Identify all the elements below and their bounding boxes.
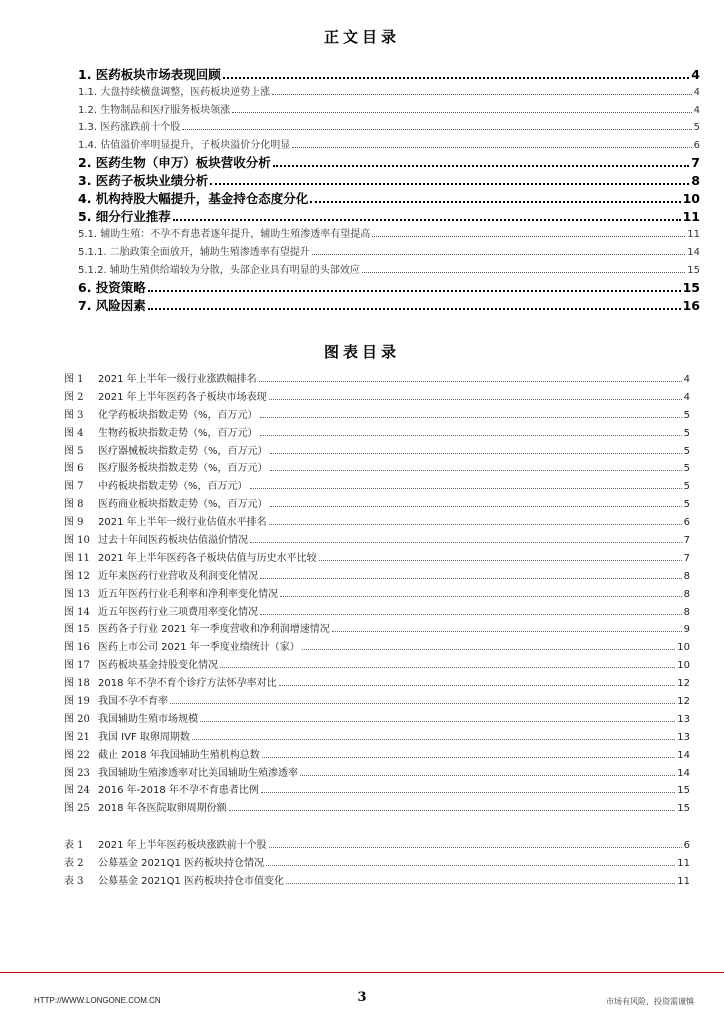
toc-entry[interactable] bbox=[78, 243, 700, 261]
figure-entry-label: 我国不孕不育率 bbox=[98, 696, 168, 708]
figure-entry[interactable] bbox=[64, 495, 690, 513]
toc-entry[interactable] bbox=[78, 153, 700, 171]
toc-entry[interactable] bbox=[78, 207, 700, 225]
toc-entry-page: 4 bbox=[691, 67, 700, 82]
figure-entry-page: 8 bbox=[683, 606, 690, 618]
dot-leader bbox=[270, 452, 682, 454]
dot-leader bbox=[250, 487, 682, 489]
figure-entry-number: 图 5 bbox=[64, 445, 84, 457]
dot-leader bbox=[260, 577, 682, 579]
figure-entry-number: 图 1 bbox=[64, 374, 84, 385]
figure-entry-number: 图 17 bbox=[64, 660, 90, 672]
dot-leader bbox=[362, 271, 685, 273]
toc-entry-page: 11 bbox=[687, 229, 700, 241]
figure-entry-number: 图 6 bbox=[64, 463, 84, 475]
dot-leader bbox=[250, 541, 682, 543]
figure-entry-page: 5 bbox=[683, 499, 690, 511]
figure-entry-label: 医疗器械板块指数走势（%，百万元） bbox=[98, 445, 268, 457]
toc-entry-page: 11 bbox=[682, 209, 700, 225]
figure-entry-page: 5 bbox=[683, 481, 690, 493]
toc-entry-label: 1.4. 估值溢价率明显提升，子板块溢价分化明显 bbox=[78, 139, 291, 151]
figure-entry-page: 13 bbox=[677, 731, 690, 743]
dot-leader bbox=[270, 469, 682, 471]
table-entry-page: 11 bbox=[677, 857, 690, 869]
figure-entry[interactable] bbox=[64, 549, 690, 567]
figure-entry-label: 2018 年各医院取卵周期份额 bbox=[98, 803, 227, 815]
figure-entry-number: 图 15 bbox=[64, 624, 90, 636]
figure-entry-label: 医药商业板块指数走势（%，百万元） bbox=[98, 499, 268, 511]
figure-entry-number: 图 18 bbox=[64, 678, 90, 690]
figure-entry[interactable] bbox=[64, 603, 690, 621]
figure-entry-label: 2021 年上半年一级行业估值水平排名 bbox=[98, 517, 267, 529]
toc-entry-page: 5 bbox=[693, 122, 700, 134]
figure-entry-number: 图 22 bbox=[64, 749, 90, 761]
figure-entry-label: 我国辅助生殖市场规模 bbox=[98, 713, 198, 725]
table-entry-label: 公募基金 2021Q1 医药板块持仓市值变化 bbox=[98, 875, 285, 887]
toc-entry[interactable] bbox=[78, 189, 700, 207]
figure-entry-number: 图 10 bbox=[64, 535, 90, 547]
figure-entry[interactable] bbox=[64, 674, 690, 692]
dot-leader bbox=[220, 666, 675, 668]
toc-entry[interactable] bbox=[78, 136, 700, 154]
dot-leader bbox=[261, 791, 675, 793]
figure-entry-page: 14 bbox=[677, 767, 690, 779]
table-entry-page: 6 bbox=[683, 840, 690, 851]
toc-entry-label: 1.3. 医药涨跌前十个股 bbox=[78, 122, 181, 134]
dot-leader bbox=[223, 76, 689, 79]
toc-entry[interactable] bbox=[78, 101, 700, 119]
figure-entry-label: 近五年医药行业毛利率和净利率变化情况 bbox=[98, 588, 278, 600]
toc-entry-page: 15 bbox=[682, 280, 700, 296]
figure-entry-page: 5 bbox=[683, 463, 690, 475]
figure-entry[interactable] bbox=[64, 442, 690, 460]
toc-entry-page: 14 bbox=[687, 246, 700, 258]
dot-leader bbox=[270, 505, 682, 507]
figure-entry-page: 4 bbox=[683, 374, 690, 385]
figure-entry-number: 图 2 bbox=[64, 391, 84, 403]
dot-leader bbox=[148, 307, 681, 310]
toc-entry-label: 1.1. 大盘持续横盘调整，医药板块逆势上涨 bbox=[78, 87, 271, 98]
toc-entry-page: 16 bbox=[682, 298, 700, 314]
figure-entry[interactable] bbox=[64, 513, 690, 531]
dot-leader bbox=[148, 289, 681, 292]
figure-entry-number: 图 25 bbox=[64, 803, 90, 815]
figure-entry-label: 2021 年上半年一级行业涨跌幅排名 bbox=[98, 374, 257, 385]
toc-entry[interactable] bbox=[78, 261, 700, 279]
dot-leader bbox=[192, 738, 675, 740]
dot-leader bbox=[269, 846, 682, 848]
figure-entry-page: 14 bbox=[677, 749, 690, 761]
figure-entry-page: 5 bbox=[683, 445, 690, 457]
figure-entry-number: 图 24 bbox=[64, 785, 90, 797]
figure-entry-label: 过去十年间医药板块估值溢价情况 bbox=[98, 535, 248, 547]
figure-entry[interactable] bbox=[64, 585, 690, 603]
figure-entry[interactable] bbox=[64, 620, 690, 638]
dot-leader bbox=[292, 146, 691, 148]
table-entry-label: 公募基金 2021Q1 医药板块持仓情况 bbox=[98, 857, 265, 869]
figure-entry-number: 图 12 bbox=[64, 570, 90, 582]
figure-entry-number: 图 7 bbox=[64, 481, 84, 493]
figure-entry[interactable] bbox=[64, 477, 690, 495]
figure-entry-number: 图 11 bbox=[64, 552, 90, 564]
dot-leader bbox=[269, 523, 682, 525]
table-entry[interactable] bbox=[64, 872, 690, 890]
figure-entry-number: 图 20 bbox=[64, 713, 90, 725]
figure-entry-label: 截止 2018 年我国辅助生殖机构总数 bbox=[98, 749, 260, 761]
figure-entry-label: 2018 年不孕不育个诊疗方法怀孕率对比 bbox=[98, 678, 277, 690]
figure-entry-page: 10 bbox=[677, 642, 690, 654]
figure-entry-page: 13 bbox=[677, 713, 690, 725]
figure-entry[interactable] bbox=[64, 781, 690, 799]
dot-leader bbox=[272, 93, 691, 95]
figure-entry-label: 我国辅助生殖渗透率对比美国辅助生殖渗透率 bbox=[98, 767, 298, 779]
figure-entry-label: 化学药板块指数走势（%，百万元） bbox=[98, 409, 258, 421]
toc-entry-label: 6. 投资策略 bbox=[78, 280, 146, 296]
dot-leader bbox=[372, 235, 685, 237]
toc-entry-label: 1.2. 生物制品和医疗服务板块领涨 bbox=[78, 104, 231, 116]
dot-leader bbox=[300, 774, 675, 776]
toc-entry-page: 15 bbox=[687, 264, 700, 276]
dot-leader bbox=[310, 200, 680, 203]
figure-entry-label: 医疗服务板块指数走势（%，百万元） bbox=[98, 463, 268, 475]
dot-leader bbox=[279, 684, 676, 686]
toc-entry-page: 4 bbox=[693, 87, 700, 98]
toc-entry[interactable] bbox=[78, 278, 700, 296]
toc-entry-page: 10 bbox=[682, 191, 700, 207]
figure-entry[interactable] bbox=[64, 746, 690, 764]
figure-entry[interactable] bbox=[64, 388, 690, 406]
dot-leader bbox=[319, 559, 682, 561]
toc-entry-page: 7 bbox=[691, 155, 700, 171]
figure-entry[interactable] bbox=[64, 728, 690, 746]
dot-leader bbox=[262, 756, 675, 758]
figure-entry[interactable] bbox=[64, 638, 690, 656]
toc-entry-label: 5. 细分行业推荐 bbox=[78, 209, 171, 225]
figure-entry[interactable] bbox=[64, 370, 690, 388]
figure-entry-label: 我国 IVF 取卵周期数 bbox=[98, 731, 190, 743]
toc-entry[interactable] bbox=[78, 118, 700, 136]
figure-entry-page: 7 bbox=[683, 535, 690, 547]
figure-entry[interactable] bbox=[64, 459, 690, 477]
dot-leader bbox=[260, 416, 682, 418]
dot-leader bbox=[302, 648, 675, 650]
toc-entry-label: 1. 医药板块市场表现回顾 bbox=[78, 67, 221, 82]
dot-leader bbox=[259, 380, 682, 382]
figure-entry-number: 图 3 bbox=[64, 409, 84, 421]
figure-entry-label: 2016 年-2018 年不孕不育患者比例 bbox=[98, 785, 259, 797]
figure-entry[interactable] bbox=[64, 799, 690, 817]
figure-entry-label: 2021 年上半年医药各子板块市场表现 bbox=[98, 391, 267, 403]
figure-entry-page: 12 bbox=[677, 696, 690, 708]
figure-entry[interactable] bbox=[64, 424, 690, 442]
toc-entry-label: 5.1.1. 二胎政策全面放开，辅助生殖渗透率有望提升 bbox=[78, 246, 310, 258]
figure-entry-page: 6 bbox=[683, 517, 690, 529]
figure-entry[interactable] bbox=[64, 567, 690, 585]
dot-leader bbox=[210, 182, 689, 185]
figure-entry-label: 近五年医药行业三项费用率变化情况 bbox=[98, 606, 258, 618]
figure-entry-label: 2021 年上半年医药各子板块估值与历史水平比较 bbox=[98, 552, 317, 564]
dot-leader bbox=[280, 595, 682, 597]
dot-leader bbox=[260, 613, 682, 615]
figure-entry-page: 5 bbox=[683, 427, 690, 439]
figure-entry[interactable] bbox=[64, 710, 690, 728]
figure-entry-label: 中药板块指数走势（%，百万元） bbox=[98, 481, 248, 493]
figure-entry-number: 图 14 bbox=[64, 606, 90, 618]
figure-entry[interactable] bbox=[64, 531, 690, 549]
figure-entry-page: 10 bbox=[677, 660, 690, 672]
figure-entry[interactable] bbox=[64, 406, 690, 424]
figure-entry[interactable] bbox=[64, 692, 690, 710]
toc-entry[interactable] bbox=[78, 83, 700, 101]
figure-entry-page: 4 bbox=[683, 391, 690, 403]
figure-list bbox=[64, 370, 690, 817]
figure-entry-number: 图 16 bbox=[64, 642, 90, 654]
figure-entry-number: 图 13 bbox=[64, 588, 90, 600]
figure-entry-number: 图 21 bbox=[64, 731, 90, 743]
dot-leader bbox=[269, 398, 682, 400]
figure-entry-number: 图 8 bbox=[64, 499, 84, 511]
toc-entry[interactable] bbox=[78, 65, 700, 83]
figure-entry-label: 医药各子行业 2021 年一季度营收和净利润增速情况 bbox=[98, 624, 330, 636]
figure-entry-page: 8 bbox=[683, 588, 690, 600]
toc-entry-label: 7. 风险因素 bbox=[78, 298, 146, 314]
table-entry-number: 表 1 bbox=[64, 840, 84, 851]
toc-entry[interactable] bbox=[78, 296, 700, 314]
risk-disclaimer: 市场有风险，投资需谨慎 bbox=[606, 997, 694, 1006]
toc-entry-page: 8 bbox=[691, 173, 700, 189]
figure-entry-page: 5 bbox=[683, 409, 690, 421]
table-list bbox=[64, 836, 690, 890]
figure-entry-label: 医药板块基金持股变化情况 bbox=[98, 660, 218, 672]
footer-url[interactable]: HTTP://WWW.LONGONE.COM.CN bbox=[34, 996, 161, 1005]
table-entry-number: 表 3 bbox=[64, 875, 84, 887]
dot-leader bbox=[229, 809, 676, 811]
dot-leader bbox=[200, 720, 675, 722]
toc-entry[interactable] bbox=[78, 225, 700, 243]
figure-entry-number: 图 4 bbox=[64, 427, 84, 439]
dot-leader bbox=[266, 864, 675, 866]
toc-entry-label: 5.1. 辅助生殖：不孕不育患者逐年提升，辅助生殖渗透率有望提高 bbox=[78, 229, 371, 241]
table-entry-number: 表 2 bbox=[64, 857, 84, 869]
figures-title: 图表目录 bbox=[323, 343, 400, 361]
page-number: 3 bbox=[357, 990, 367, 1005]
figure-entry-number: 图 19 bbox=[64, 696, 90, 708]
toc-entry-page: 4 bbox=[693, 104, 700, 116]
toc-entry-label: 4. 机构持股大幅提升，基金持仓态度分化 bbox=[78, 191, 309, 207]
dot-leader bbox=[286, 882, 675, 884]
figure-entry-page: 9 bbox=[683, 624, 690, 636]
figure-entry-page: 15 bbox=[677, 803, 690, 815]
figure-entry-label: 生物药板块指数走势（%，百万元） bbox=[98, 427, 258, 439]
toc-entry-label: 3. 医药子板块业绩分析 bbox=[78, 173, 209, 189]
dot-leader bbox=[232, 111, 691, 113]
figure-entry[interactable] bbox=[64, 656, 690, 674]
figure-entry-page: 15 bbox=[677, 785, 690, 797]
figure-entry-page: 8 bbox=[683, 570, 690, 582]
toc-entry[interactable] bbox=[78, 171, 700, 189]
dot-leader bbox=[173, 218, 681, 221]
figure-entry-page: 7 bbox=[683, 552, 690, 564]
toc-title: 正文目录 bbox=[323, 28, 400, 46]
dot-leader bbox=[260, 434, 682, 436]
table-entry[interactable] bbox=[64, 836, 690, 854]
dot-leader bbox=[182, 128, 691, 130]
figure-entry-number: 图 9 bbox=[64, 517, 84, 529]
figure-entry-number: 图 23 bbox=[64, 767, 90, 779]
dot-leader bbox=[332, 630, 682, 632]
table-entry[interactable] bbox=[64, 854, 690, 872]
toc-entry-page: 6 bbox=[693, 139, 700, 151]
dot-leader bbox=[312, 253, 685, 255]
table-entry-label: 2021 年上半年医药板块涨跌前十个股 bbox=[98, 840, 267, 851]
figure-entry-label: 近年来医药行业营收及利润变化情况 bbox=[98, 570, 258, 582]
footer-divider bbox=[0, 972, 724, 973]
dot-leader bbox=[170, 702, 675, 704]
toc-entry-label: 5.1.2. 辅助生殖供给端较为分散，头部企业具有明显的头部效应 bbox=[78, 264, 360, 276]
figure-entry-label: 医药上市公司 2021 年一季度业绩统计（家） bbox=[98, 642, 300, 654]
toc-entry-label: 2. 医药生物（申万）板块营收分析 bbox=[78, 155, 271, 171]
figure-entry[interactable] bbox=[64, 764, 690, 782]
dot-leader bbox=[273, 164, 689, 167]
table-entry-page: 11 bbox=[677, 875, 690, 887]
figure-entry-page: 12 bbox=[677, 678, 690, 690]
table-of-contents bbox=[78, 65, 700, 314]
